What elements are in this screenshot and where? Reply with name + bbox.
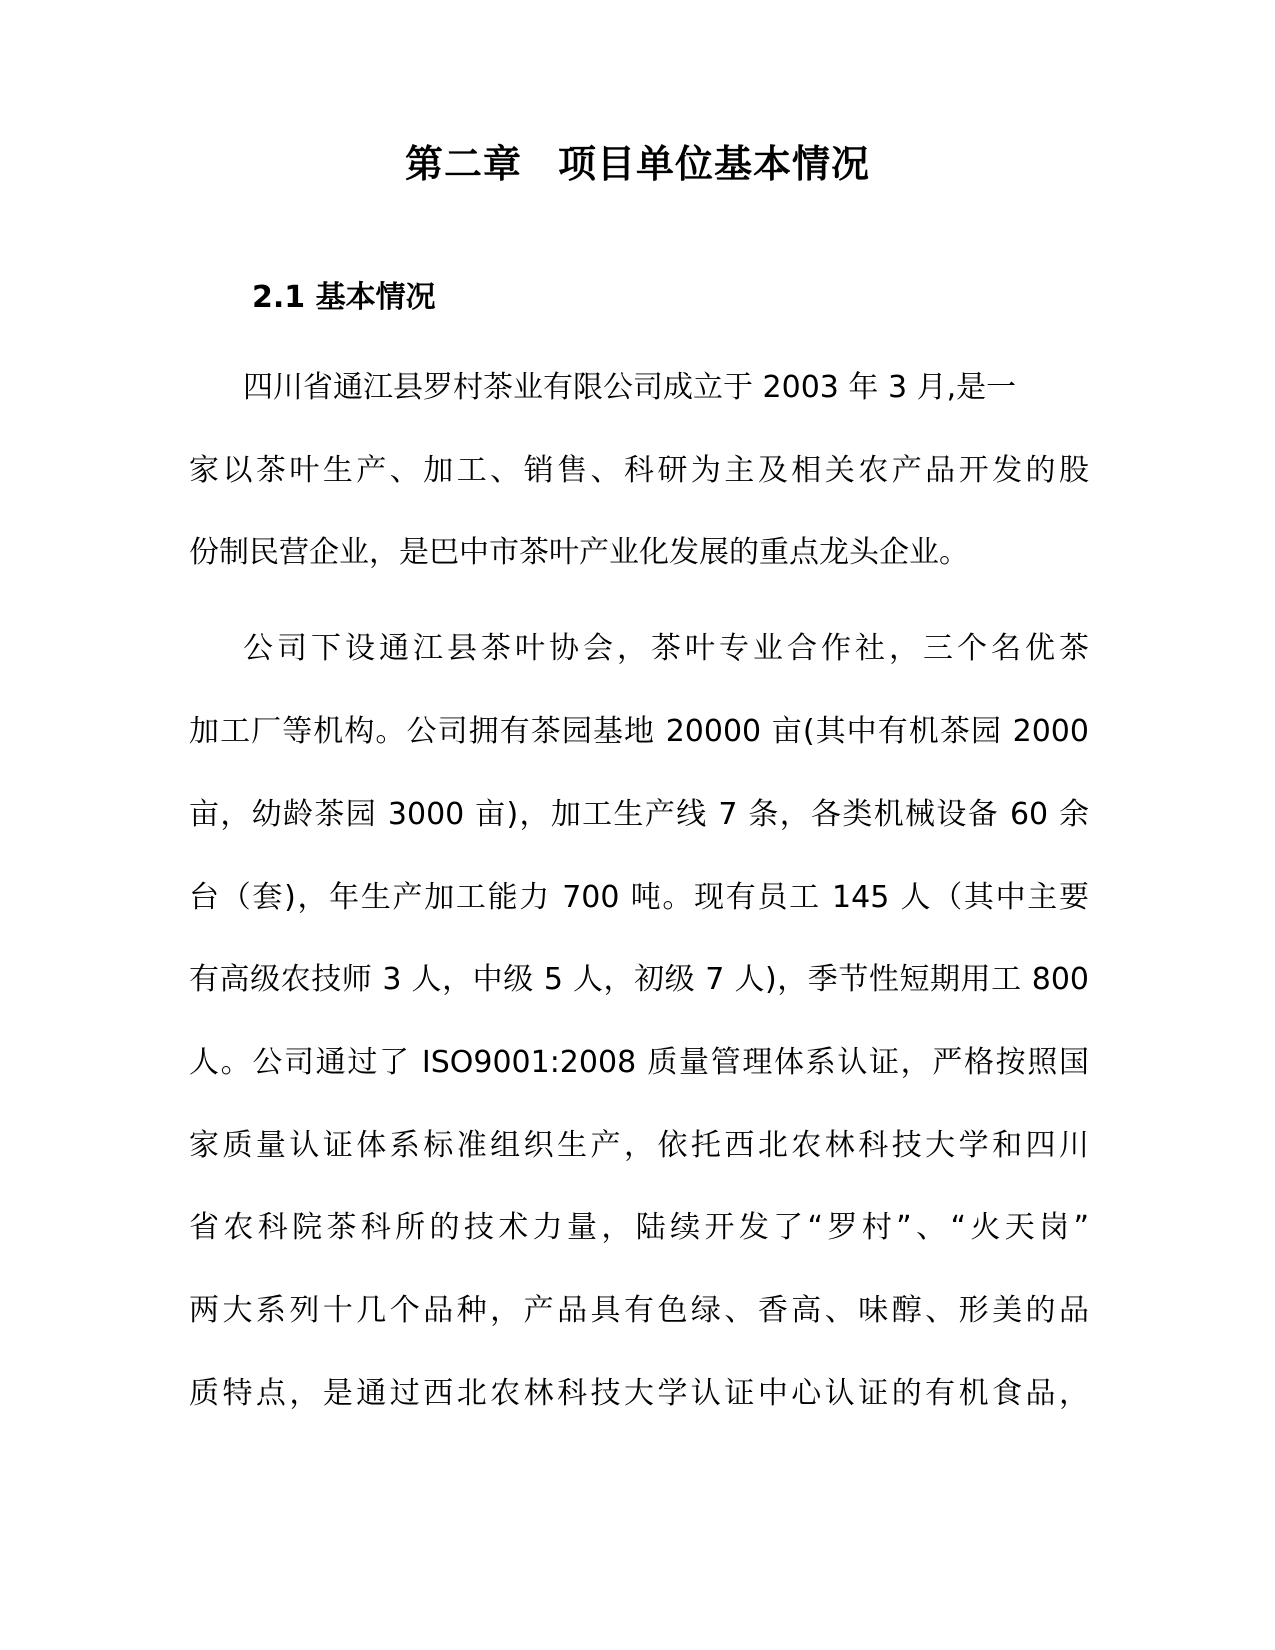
paragraph-line: 人。公司通过了 ISO9001:2008 质量管理体系认证，严格按照国	[189, 1045, 1089, 1080]
paragraph-line: 加工厂等机构。公司拥有茶园基地 20000 亩(其中有机茶园 2000	[189, 714, 1089, 749]
paragraph-line: 台（套)，年生产加工能力 700 吨。现有员工 145 人（其中主要	[189, 880, 1089, 915]
paragraph-line: 份制民营企业，是巴中市茶叶产业化发展的重点龙头企业。	[189, 535, 969, 570]
chapter-title	[0, 142, 1275, 186]
paragraph-line: 公司下设通江县茶叶协会，茶叶专业合作社，三个名优茶	[243, 631, 1089, 666]
paragraph-line: 两大系列十几个品种，产品具有色绿、香高、味醇、形美的品	[189, 1293, 1089, 1328]
paragraph-line: 四川省通江县罗村茶业有限公司成立于 2003 年 3 月,是一	[243, 370, 1017, 405]
paragraph-line: 有高级农技师 3 人，中级 5 人，初级 7 人)，季节性短期用工 800	[189, 962, 1089, 997]
paragraph-line: 省农科院茶科所的技术力量，陆续开发了“罗村”、“火天岗”	[189, 1210, 1089, 1245]
chapter-number: 第二章	[404, 142, 522, 186]
paragraph-line: 家以茶叶生产、加工、销售、科研为主及相关农产品开发的股	[189, 453, 1089, 488]
paragraph-line: 家质量认证体系标准组织生产，依托西北农林科技大学和四川	[189, 1128, 1089, 1163]
section-title: 2.1 基本情况	[252, 280, 436, 315]
paragraph-line: 质特点，是通过西北农林科技大学认证中心认证的有机食品，	[189, 1376, 1089, 1411]
chapter-name: 项目单位基本情况	[558, 142, 871, 186]
paragraph-line: 亩，幼龄茶园 3000 亩)，加工生产线 7 条，各类机械设备 60 余	[189, 797, 1089, 832]
